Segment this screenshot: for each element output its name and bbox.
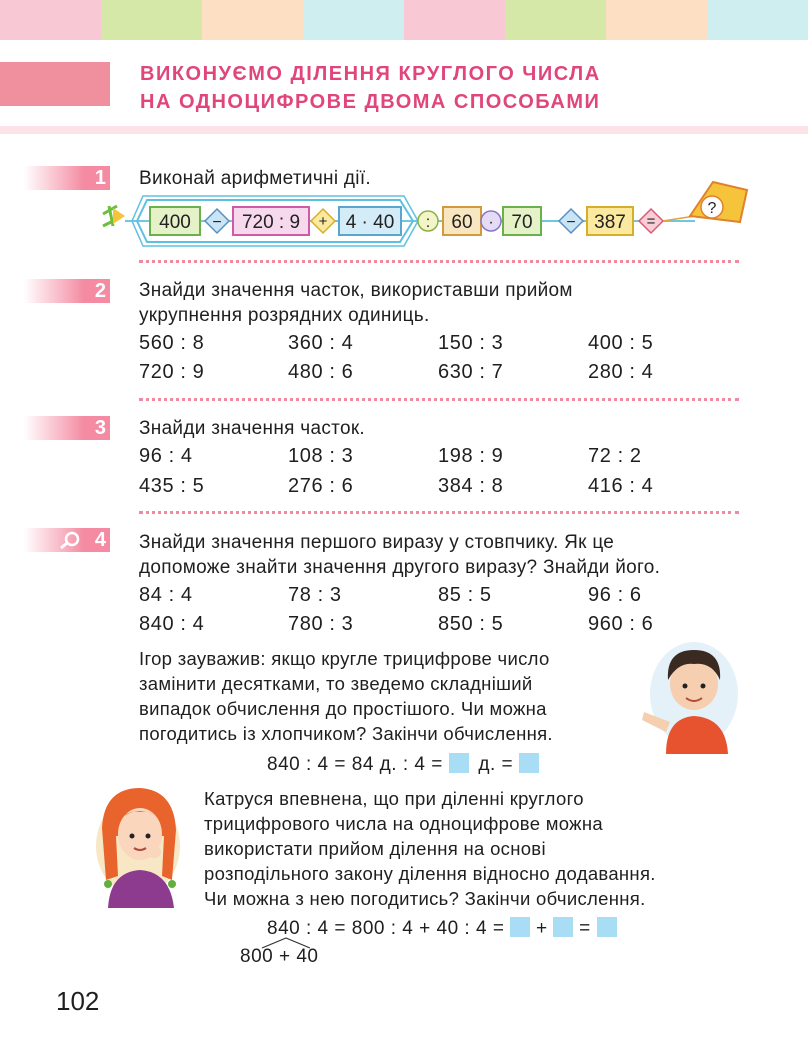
expression: 850 : 5 — [438, 613, 504, 635]
divider — [139, 511, 739, 514]
expression: 384 : 8 — [438, 475, 504, 497]
expression-row — [139, 475, 759, 503]
expression: 84 : 4 — [139, 584, 193, 606]
task2-text-line2: укрупнення розрядних одиниць. — [139, 305, 430, 326]
igor-equation — [267, 753, 539, 776]
kat-eq-equals: = — [579, 918, 591, 939]
igor-line: погодитись із хлопчиком? Закінчи обчислення. — [139, 723, 553, 744]
task-number-2: 2 — [24, 279, 110, 303]
expression-row — [139, 332, 759, 360]
chain-box-5-text: 70 — [511, 212, 533, 233]
expression: 360 : 4 — [288, 332, 354, 354]
expression: 72 : 2 — [588, 445, 642, 467]
answer-blank[interactable] — [597, 917, 617, 937]
igor-line: замінити десятками, то зведемо складніший — [139, 673, 533, 694]
top-color-strip — [0, 0, 808, 40]
katrusia-equation — [267, 917, 617, 940]
katrusia-line: трицифрового числа на одноцифрове можна — [204, 813, 603, 834]
task-number-1: 1 — [24, 166, 110, 190]
expression: 78 : 3 — [288, 584, 342, 606]
expression: 96 : 6 — [588, 584, 642, 606]
chain-op6: = — [646, 213, 656, 230]
bow-icon — [113, 208, 125, 224]
strip-segment — [707, 0, 808, 40]
katrusia-line: Катруся впевнена, що при діленні круглого — [204, 788, 584, 809]
igor-line: випадок обчислення до простішого. Чи можна — [139, 698, 547, 719]
expression: 96 : 4 — [139, 445, 193, 467]
task-number-3: 3 — [24, 416, 110, 440]
task2-text — [139, 278, 573, 328]
chain-box-start-text: 400 — [159, 212, 191, 233]
chain-box-3-text: 4 · 40 — [345, 212, 395, 233]
strip-segment — [303, 0, 404, 40]
igor-eq-part-b: д. = — [478, 754, 514, 775]
chain-op3: : — [425, 214, 431, 231]
expression: 150 : 3 — [438, 332, 504, 354]
expression: 198 : 9 — [438, 445, 504, 467]
chain-op4: · — [488, 214, 494, 231]
girl-illustration — [88, 780, 190, 908]
expression: 480 : 6 — [288, 361, 354, 383]
chain-box-2-text: 720 : 9 — [241, 212, 301, 233]
header-accent-bar — [0, 62, 110, 106]
page-title-line2: НА ОДНОЦИФРОВЕ ДВОМА СПОСОБАМИ — [140, 91, 601, 113]
katrusia-line: Чи можна з нею погодитись? Закінчи обчислення. — [204, 888, 646, 909]
katrusia-line: використати прийом ділення на основі — [204, 838, 546, 859]
expression: 560 : 8 — [139, 332, 205, 354]
expression: 630 : 7 — [438, 361, 504, 383]
chain-result: ? — [707, 200, 717, 217]
magnifier-icon — [60, 531, 82, 549]
strip-segment — [404, 0, 505, 40]
igor-eq-part-a: 840 : 4 = 84 д. : 4 = — [267, 754, 443, 775]
expression: 840 : 4 — [139, 613, 205, 635]
header-divider — [0, 126, 808, 134]
kat-split: 800 + 40 — [240, 946, 319, 967]
expression: 400 : 5 — [588, 332, 654, 354]
task1-text: Виконай арифметичні дії. — [139, 168, 371, 189]
page-title — [140, 60, 601, 116]
expression: 960 : 6 — [588, 613, 654, 635]
strip-segment — [0, 0, 101, 40]
answer-blank[interactable] — [510, 917, 530, 937]
expression: 435 : 5 — [139, 475, 205, 497]
igor-line: Ігор зауважив: якщо кругле трицифрове число — [139, 648, 550, 669]
strip-segment — [202, 0, 303, 40]
arithmetic-chain — [95, 176, 755, 256]
katrusia-line: розподільного закону ділення відносно додавання. — [204, 863, 656, 884]
chain-box-6-text: 387 — [594, 212, 626, 233]
kat-eq-text: 840 : 4 = 800 : 4 + 40 : 4 = — [267, 918, 505, 939]
chain-op5: − — [566, 214, 576, 231]
task2-text-line1: Знайди значення часток, використавши прийом — [139, 280, 573, 301]
strip-segment — [505, 0, 606, 40]
expression: 280 : 4 — [588, 361, 654, 383]
task4-text-line1: Знайди значення першого виразу у стовпчику. Як це — [139, 532, 615, 553]
task4-text-line2: допоможе знайти значення другого виразу? Знайди його. — [139, 557, 661, 578]
expression: 85 : 5 — [438, 584, 492, 606]
task-number-4 — [24, 528, 110, 552]
kat-eq-plus: + — [536, 918, 548, 939]
expression-row — [139, 584, 759, 612]
task-number-4-label: 4 — [94, 529, 106, 551]
igor-paragraph — [139, 646, 553, 746]
expression: 780 : 3 — [288, 613, 354, 635]
expression-row — [139, 445, 759, 473]
divider — [139, 260, 739, 263]
task4-text — [139, 530, 660, 580]
expression: 416 : 4 — [588, 475, 654, 497]
expression: 108 : 3 — [288, 445, 354, 467]
katrusia-paragraph — [204, 786, 656, 911]
answer-blank[interactable] — [553, 917, 573, 937]
divider — [139, 398, 739, 401]
boy-illustration — [636, 636, 740, 754]
strip-segment — [606, 0, 707, 40]
expression: 720 : 9 — [139, 361, 205, 383]
chain-box-4-text: 60 — [451, 212, 473, 233]
answer-blank[interactable] — [519, 753, 539, 773]
expression-row — [139, 361, 759, 389]
strip-segment — [101, 0, 202, 40]
chain-op1: − — [212, 214, 222, 231]
page-number: 102 — [56, 986, 100, 1016]
expression: 276 : 6 — [288, 475, 354, 497]
answer-blank[interactable] — [449, 753, 469, 773]
page-title-line1: ВИКОНУЄМО ДІЛЕННЯ КРУГЛОГО ЧИСЛА — [140, 63, 601, 85]
task3-text: Знайди значення часток. — [139, 418, 366, 439]
chain-op2: + — [318, 213, 328, 230]
